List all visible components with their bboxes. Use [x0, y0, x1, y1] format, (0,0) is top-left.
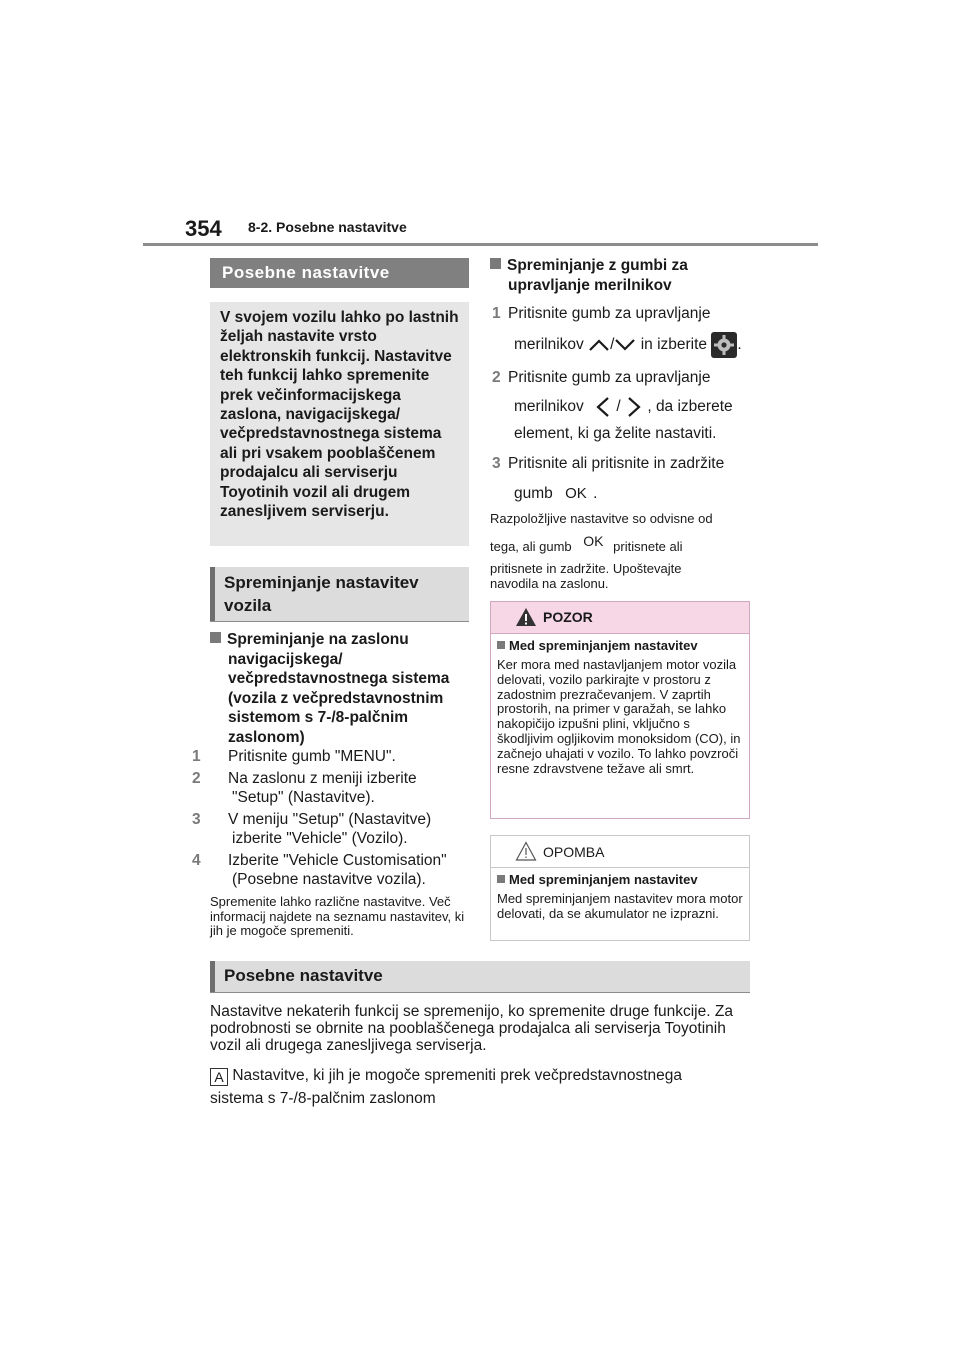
- right-step-3-line2: gumb OK .: [514, 485, 598, 502]
- bullet-square: [490, 258, 501, 269]
- item-a-line1: A Nastavitve, ki jih je mogoče spremeniti prek večpredstavnostnega: [210, 1067, 682, 1086]
- ok-button-label: OK: [565, 485, 587, 502]
- caution-box: [490, 601, 750, 819]
- left-steps: [192, 747, 468, 890]
- bottom-heading: Posebne nastavitve: [210, 961, 750, 992]
- section-title: 8-2. Posebne nastavitve: [248, 219, 407, 235]
- period: .: [737, 336, 742, 354]
- label-a-box: A: [210, 1068, 228, 1086]
- bottom-paragraph: Nastavitve nekaterih funkcij se spremenijo, ko spremenite druge funkcije. Za podrobnosti se obrnite na pooblaščenega prodajalca ali serviserja Toyotinih vozil ali drugega zanesljivega serviserja.: [210, 1003, 733, 1054]
- caution-title: POZOR: [543, 609, 593, 625]
- chevron-down-icon: [614, 338, 636, 352]
- caution-header: [491, 602, 749, 634]
- step-item: 4 Izberite "Vehicle Customisation" (Posebne nastavitve vozila).: [192, 851, 447, 888]
- avail-note-2: tega, ali gumb OK pritisnete ali: [490, 533, 683, 554]
- left-footnote: Spremenite lahko različne nastavitve. Več informacij najdete na seznamu nastavitev, ki jih je mogoče spremeniti.: [210, 894, 465, 938]
- step-item: 3 V meniju "Setup" (Nastavitve) izberite "Vehicle" (Vozilo).: [192, 810, 432, 847]
- right-step-2-line3: element, ki ga želite nastaviti.: [514, 425, 717, 442]
- chevron-right-icon: [625, 396, 643, 418]
- right-step-1: 1 Pritisnite gumb za upravljanje: [492, 305, 711, 322]
- right-step-3: 3 Pritisnite ali pritisnite in zadržite: [492, 455, 725, 472]
- bullet-square: [497, 641, 505, 649]
- warning-triangle-icon: [515, 607, 537, 627]
- step-item: 2 Na zaslonu z meniji izberite "Setup" (Nastavitve).: [192, 769, 417, 806]
- settings-gear-icon: [711, 332, 737, 358]
- note-header: [491, 836, 749, 868]
- note-title: OPOMBA: [543, 844, 605, 860]
- caution-subtitle: Med spreminjanjem nastavitev: [497, 637, 743, 654]
- note-box: [490, 835, 750, 941]
- chevron-left-icon: [594, 396, 612, 418]
- header-rule: [143, 243, 818, 246]
- avail-note-1: Razpoložljive nastavitve so odvisne od: [490, 511, 713, 526]
- page-number: 354: [185, 216, 222, 241]
- right-step-1-line2: merilnikov / in izberite .: [514, 332, 742, 358]
- note-text: Med spreminjanjem nastavitev mora motor delovati, da se akumulator ne izprazni.: [497, 891, 743, 921]
- bullet-square: [497, 875, 505, 883]
- intro-text: V svojem vozilu lahko po lastnih željah nastavite vrsto elektronskih funkcij. Nastavitve teh funkcij lahko spremenite prek večinformacijskega zaslona, navigacijskega/ večpredstavnostnega sistema ali pri vsakem pooblaščenem prodajalcu ali serviserju Toyotinih vozil ali drugem zanesljivem serviserju.: [220, 309, 459, 521]
- step-item: 1 Pritisnite gumb "MENU".: [192, 748, 396, 765]
- caution-text: Ker mora med nastavljanjem motor vozila delovati, vozilo parkirajte v prostoru z zadostnim prezračevanjem. V zaprtih prostorih, na primer v garažah, se lahko nakopičijo izpušni plini, vključno s škodljivim ogljikovim monoksidom (CO), in začnejo uhajati v vozilo. To lahko povzroči resne zdravstvene težave ali smrt.: [497, 657, 741, 776]
- item-a-line2: sistema s 7-/8-palčnim zaslonom: [210, 1090, 436, 1107]
- note-subtitle: Med spreminjanjem nastavitev: [497, 871, 743, 888]
- bullet-square: [210, 632, 221, 643]
- intro-box: [210, 302, 469, 546]
- notice-triangle-icon: [515, 841, 537, 861]
- spreminjanje-nastavitev-heading: Spreminjanje nastavitev vozila: [210, 567, 469, 621]
- bottom-heading-underline: [210, 992, 750, 993]
- avail-note-3: pritisnete in zadržite. Upoštevajte navodila na zaslonu.: [490, 561, 682, 591]
- right-step-2: 2 Pritisnite gumb za upravljanje: [492, 369, 711, 386]
- posebne-nastavitve-header: Posebne nastavitve: [210, 258, 469, 288]
- heading-underline: [210, 621, 469, 622]
- right-step-2-line2: merilnikov / , da izberete: [514, 396, 733, 418]
- ok-button-label: OK: [583, 533, 604, 549]
- right-subheading: Spreminjanje z gumbi za upravljanje merilnikov: [490, 256, 750, 295]
- chevron-up-icon: [588, 338, 610, 352]
- left-subheading: Spreminjanje na zaslonu navigacijskega/ večpredstavnostnega sistema (vozila z večpredstavnostnim sistemom s 7-/8-palčnim zaslonom): [210, 630, 468, 747]
